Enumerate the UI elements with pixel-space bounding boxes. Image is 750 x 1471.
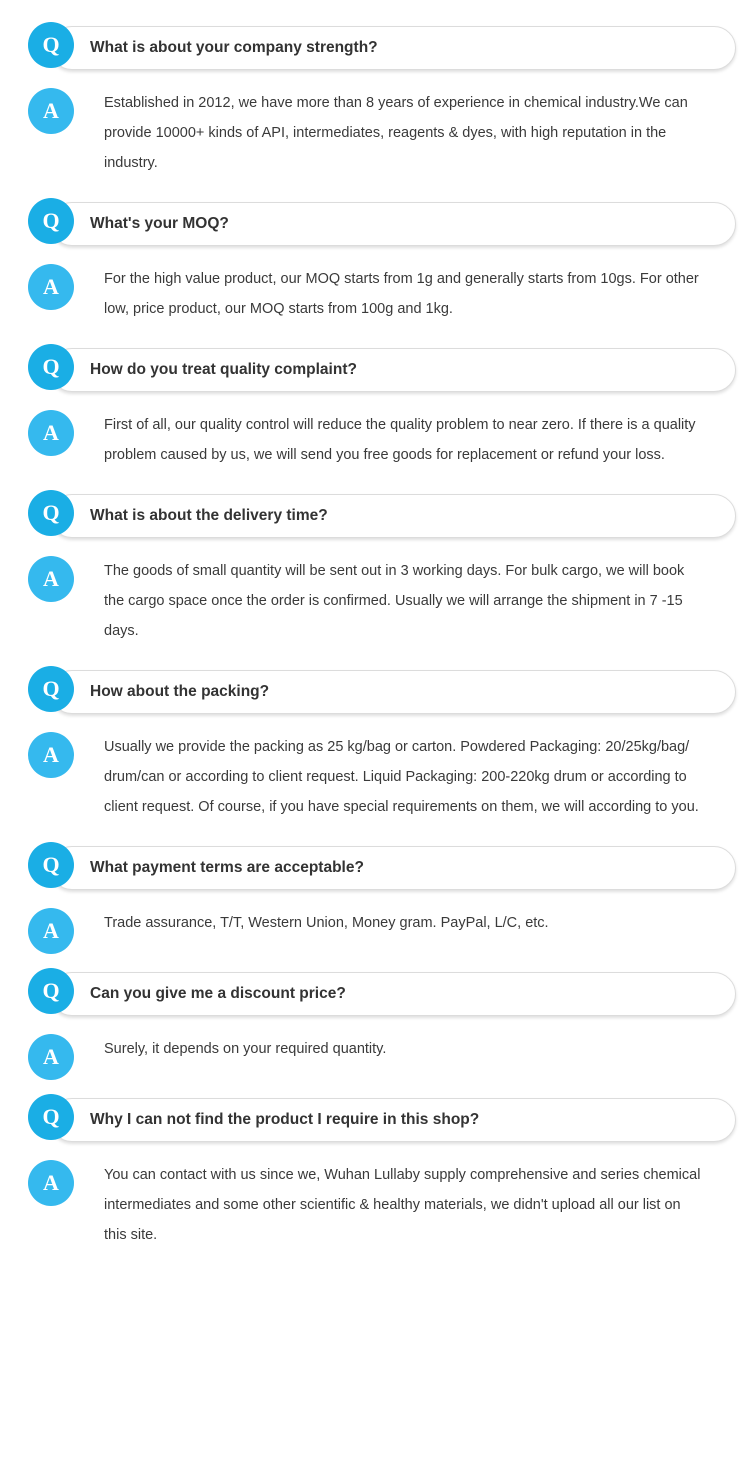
faq-question-text: What is about your company strength? [90, 39, 378, 56]
faq-item [14, 1094, 736, 1260]
answer-badge-icon: A [28, 1160, 74, 1206]
faq-question-row[interactable] [14, 490, 736, 544]
answer-badge-icon: A [28, 88, 74, 134]
faq-question-row[interactable] [14, 666, 736, 720]
faq-item [14, 842, 736, 958]
faq-question-row[interactable] [14, 968, 736, 1022]
question-badge-icon: Q [28, 344, 74, 390]
faq-answer-text: Usually we provide the packing as 25 kg/bag or carton. Powdered Packaging: 20/25kg/bag/ drum/can or according to client request. Liquid Packaging: 200-220kg drum or according to client request. Of course, if you have special requirements on them, we will according to you. [104, 739, 699, 815]
faq-question-row[interactable] [14, 842, 736, 896]
faq-answer-text: Surely, it depends on your required quantity. [104, 1041, 387, 1057]
faq-question-row[interactable] [14, 22, 736, 76]
faq-answer-row [14, 726, 736, 832]
faq-answer-text: The goods of small quantity will be sent out in 3 working days. For bulk cargo, we will book the cargo space once the order is confirmed. Usually we will arrange the shipment in 7 -15 days. [104, 563, 685, 639]
question-badge-icon: Q [28, 490, 74, 536]
question-badge-icon: Q [28, 842, 74, 888]
faq-item [14, 344, 736, 480]
faq-item [14, 490, 736, 656]
faq-question-text: Can you give me a discount price? [90, 985, 346, 1002]
faq-item [14, 22, 736, 188]
answer-badge-icon: A [28, 410, 74, 456]
faq-question-text: How do you treat quality complaint? [90, 361, 357, 378]
faq-question-row[interactable] [14, 344, 736, 398]
answer-badge-icon: A [28, 732, 74, 778]
question-badge-icon: Q [28, 968, 74, 1014]
faq-answer-row [14, 902, 736, 958]
faq-item [14, 968, 736, 1084]
faq-item [14, 198, 736, 334]
answer-badge-icon: A [28, 908, 74, 954]
faq-item [14, 666, 736, 832]
question-badge-icon: Q [28, 666, 74, 712]
faq-question-text: Why I can not find the product I require in this shop? [90, 1111, 480, 1128]
faq-answer-row [14, 1028, 736, 1084]
question-badge-icon: Q [28, 198, 74, 244]
faq-question-text: What payment terms are acceptable? [90, 859, 364, 876]
faq-question-text: What is about the delivery time? [90, 507, 328, 524]
faq-answer-row [14, 82, 736, 188]
answer-badge-icon: A [28, 264, 74, 310]
faq-answer-text: For the high value product, our MOQ starts from 1g and generally starts from 10gs. For other low, price product, our MOQ starts from 100g and 1kg. [104, 271, 699, 317]
faq-answer-text: You can contact with us since we, Wuhan Lullaby supply comprehensive and series chemical intermediates and some other scientific & healthy materials, we didn't upload all our list on this site. [104, 1167, 701, 1243]
faq-question-text: What's your MOQ? [90, 215, 229, 232]
answer-badge-icon: A [28, 556, 74, 602]
faq-answer-row [14, 1154, 736, 1260]
answer-badge-icon: A [28, 1034, 74, 1080]
faq-answer-row [14, 258, 736, 334]
faq-question-row[interactable] [14, 1094, 736, 1148]
faq-question-text: How about the packing? [90, 683, 270, 700]
faq-question-row[interactable] [14, 198, 736, 252]
faq-answer-text: Trade assurance, T/T, Western Union, Money gram. PayPal, L/C, etc. [104, 915, 549, 931]
faq-answer-row [14, 550, 736, 656]
faq-answer-row [14, 404, 736, 480]
faq-answer-text: First of all, our quality control will reduce the quality problem to near zero. If there is a quality problem caused by us, we will send you free goods for replacement or refund your loss. [104, 417, 696, 463]
question-badge-icon: Q [28, 22, 74, 68]
question-badge-icon: Q [28, 1094, 74, 1140]
faq-answer-text: Established in 2012, we have more than 8 years of experience in chemical industry.We can provide 10000+ kinds of API, intermediates, reagents & dyes, with high reputation in the industry. [104, 95, 688, 171]
